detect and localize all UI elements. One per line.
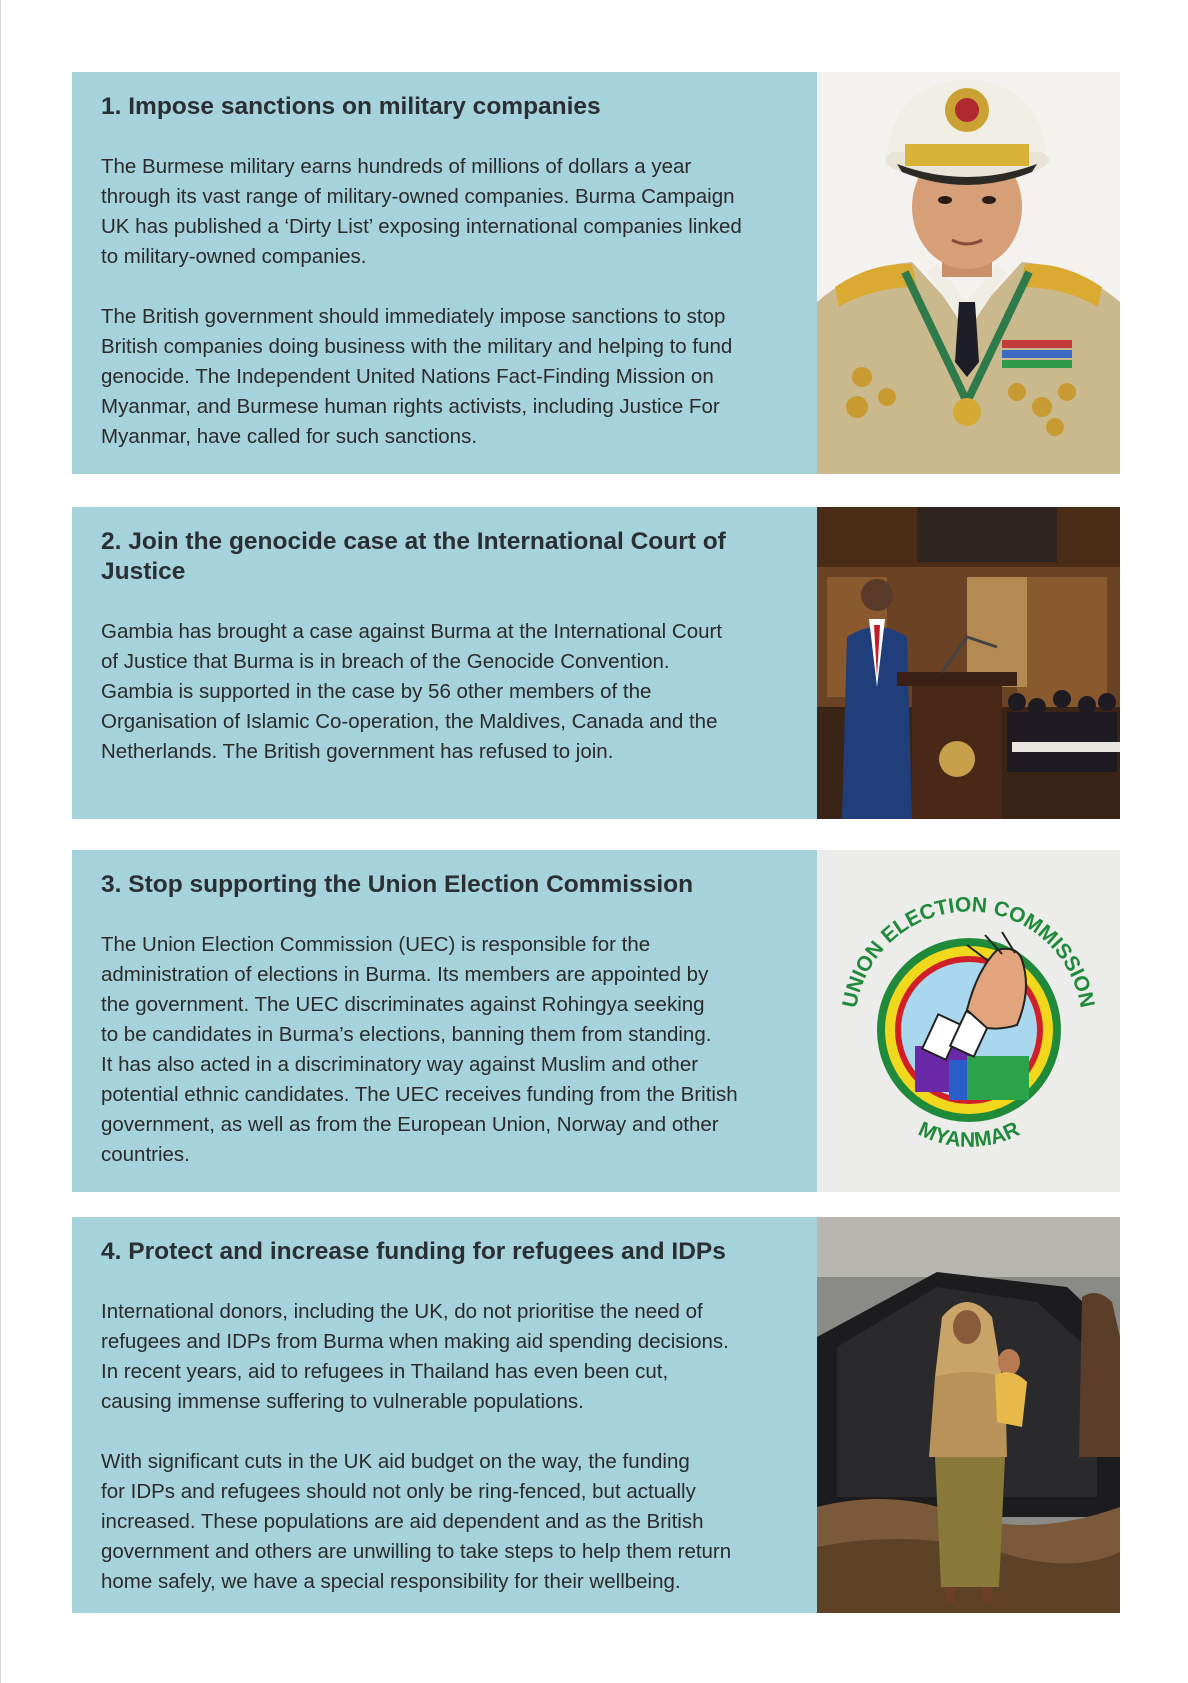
section-text — [72, 507, 817, 819]
court-hearing-photo — [817, 507, 1120, 819]
uec-logo — [817, 850, 1120, 1192]
section-icj-case — [72, 507, 1120, 819]
section-text — [72, 850, 817, 1192]
section-paragraph: With significant cuts in the UK aid budget on the way, the funding for IDPs and refugees should not only be ring-fenced, but actually increased. These populations are aid dependent and as the British government and others are unwilling to take steps to help them return home safely, we have a special responsibility for their wellbeing. — [101, 1450, 732, 1593]
logo-text-bottom: MYANMAR — [915, 1117, 1023, 1152]
section-text — [72, 72, 817, 474]
section-title: 2. Join the genocide case at the International Court of Justice — [101, 528, 726, 585]
military-general-photo — [817, 72, 1120, 474]
section-paragraph: The Union Election Commission (UEC) is responsible for the administration of elections in Burma. Its members are appointed by the government. The UEC discriminates against Rohingya seeking to be candidates in Burma’s elections, banning them from standing. It has also acted in a discriminatory way against Muslim and other potential ethnic candidates. The UEC receives funding from the British government, as well as from the European Union, Norway and other countries. — [101, 933, 738, 1166]
section-text — [72, 1217, 817, 1613]
section-paragraph: The British government should immediately impose sanctions to stop British companies doing business with the military and helping to fund genocide. The Independent United Nations Fact-Finding Mission on Myanmar, and Burmese human rights activists, including Justice For Myanmar, have called for such sanctions. — [101, 305, 733, 448]
logo-text-top: UNION ELECTION COMMISSION — [838, 893, 1099, 1010]
refugee-camp-photo — [817, 1217, 1120, 1613]
section-title: 1. Impose sanctions on military companies — [101, 93, 601, 120]
section-refugee-funding — [72, 1217, 1120, 1613]
section-paragraph: International donors, including the UK, do not prioritise the need of refugees and IDPs from Burma when making aid spending decisions. In recent years, aid to refugees in Thailand has even been cut, causing immense suffering to vulnerable populations. — [101, 1300, 729, 1413]
section-paragraph: Gambia has brought a case against Burma at the International Court of Justice that Burma is in breach of the Genocide Convention. Gambia is supported in the case by 56 other members of the Organisation of Islamic Co-operation, the Maldives, Canada and the Netherlands. The British government has refused to join. — [101, 620, 723, 763]
section-paragraph: The Burmese military earns hundreds of millions of dollars a year through its vast range of military-owned companies. Burma Campaign UK has published a ‘Dirty List’ exposing international companies linked to military-owned companies. — [101, 155, 742, 268]
section-title: 3. Stop supporting the Union Election Commission — [101, 871, 694, 898]
section-election-commission — [72, 850, 1120, 1192]
section-title: 4. Protect and increase funding for refugees and IDPs — [101, 1238, 726, 1265]
section-sanctions — [72, 72, 1120, 474]
